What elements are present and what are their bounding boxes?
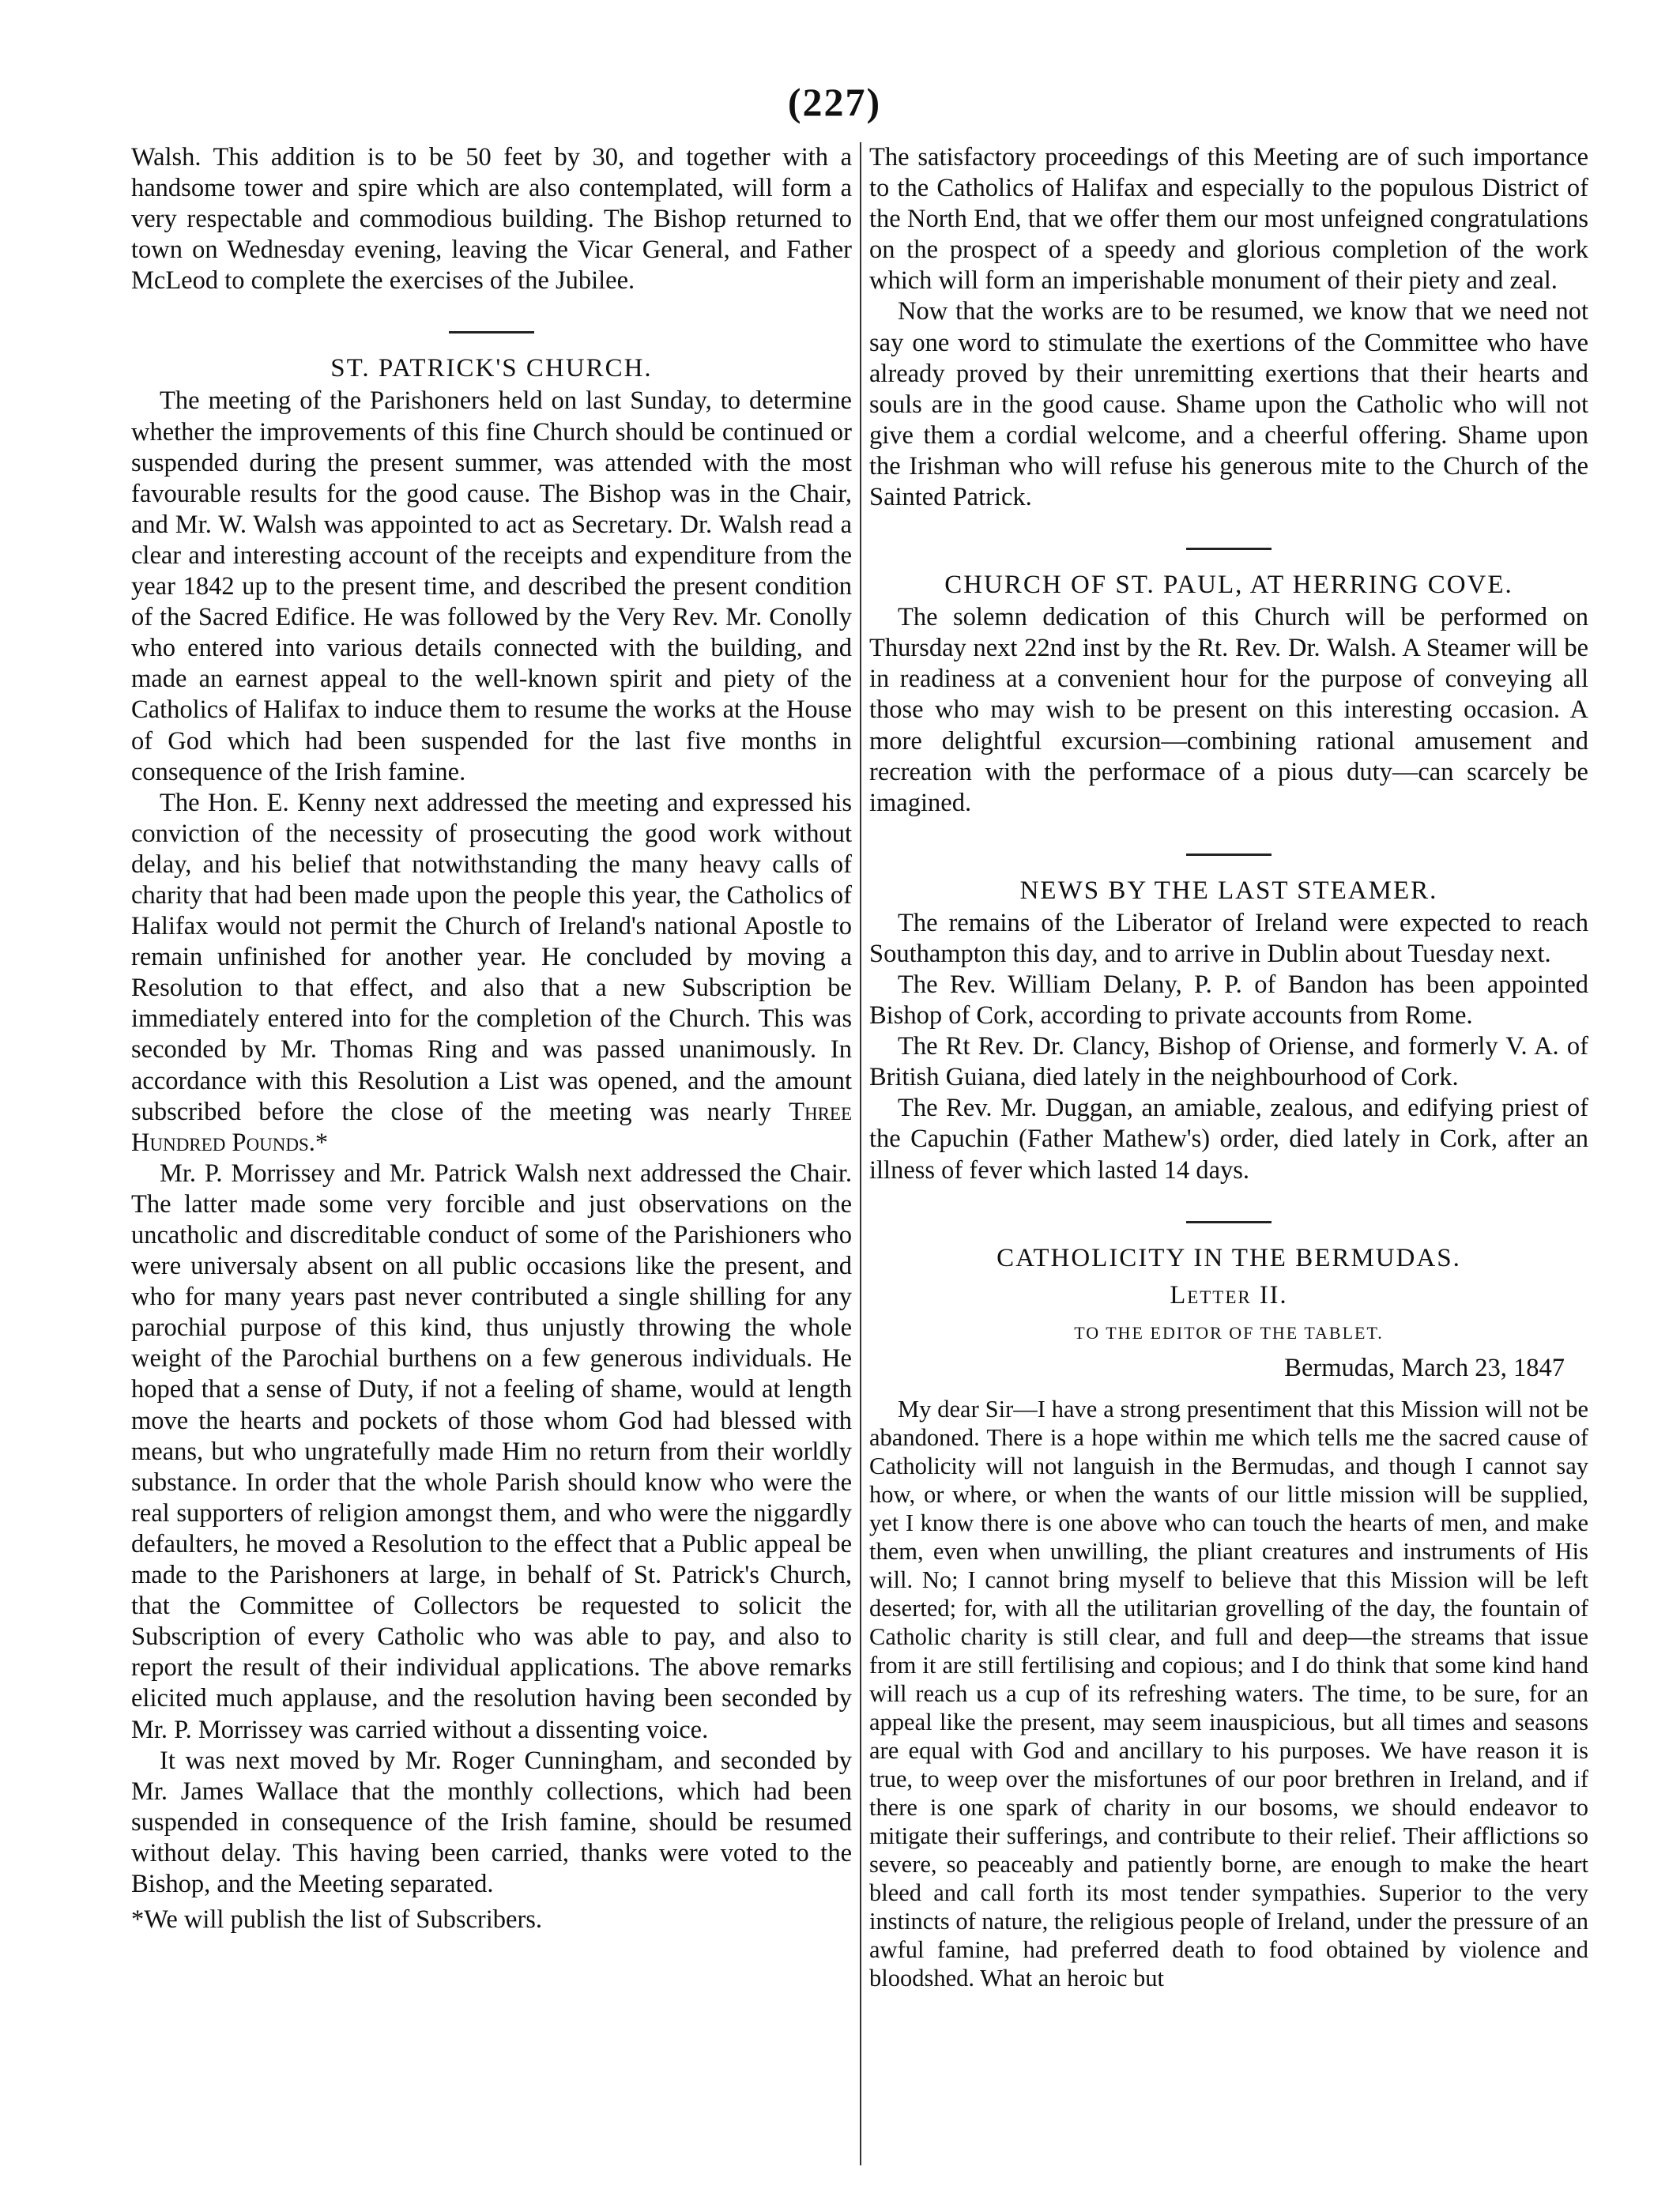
letter-body: My dear Sir—I have a strong presentiment that this Mission will not be abandoned. There is a hope within me which tells me the sacred cause of Catholicity will not languish in the Bermudas, and though I cannot say how, or where, or when the wants of our little mission will be supplied, yet I know there is one above who can touch the hearts of men, and make them, even when unwilling, the pliant creatures and instruments of His will. No; I cannot bring myself to believe that this Mission will be left deserted; for, with all the utilitarian grovelling of the day, the fountain of Catholic charity is still clear, and full and deep—the streams that issue from it are still fertilising and copious; and I do think that some kind hand will reach us a cup of its refreshing waters. The time, to be sure, for an appeal like the present, may seem inauspicious, but all times and seasons are equal with God and ancillary to his purposes. We have reason it is true, to weep over the misfortunes of our poor brethren in Ireland, and if there is one spark of charity in our bosoms, we should endeavor to mitigate their sufferings, and contribute to their relief. Their afflictions so severe, so peaceably and patiently borne, are enough to make the heart bleed and call forth its most tender sympathies. Superior to the very instincts of nature, the religious people of Ireland, under the pressure of an awful famine, had preferred death to food obtained by violence and bloodshed. What an heroic but bbox=[869, 1395, 1588, 1992]
news-item: The remains of the Liberator of Ireland were expected to reach Southampton this day, and to arrive in Dublin about Tuesday next. bbox=[869, 908, 1588, 968]
article-paragraph: Mr. P. Morrissey and Mr. Patrick Walsh next addressed the Chair. The latter made some very forcible and just observations on the uncatholic and discreditable conduct of some of the Parishioners who were universaly absent on all public occasions like the present, and who for many years past never contributed a single shilling for any parochial purpose of this kind, thus unjustly throwing the whole weight of the Parochial burthens on a few generous individuals. He hoped that a sense of Duty, if not a feeling of shame, would at length move the hearts and pockets of those whom God had blessed with means, but who ungratefully made Him no return from their worldly substance. In order that the whole Parish should know who were the real supporters of religion amongst them, and who were the niggardly defaulters, he moved a Resolution to the effect that a Public appeal be made to the Parishoners at large, in behalf of St. Patrick's Church, that the Committee of Collectors be requested to solicit the Subscription of every Catholic who was able to pay, and also to report the result of their individual applications. The above remarks elicited much applause, and the resolution having been seconded by Mr. P. Morrissey was carried without a dissenting voice. bbox=[131, 1159, 852, 1744]
article-paragraph: Now that the works are to be resumed, we know that we need not say one word to stimulate the exertions of the Committee who have already proved by their unremitting exertions that their hearts and souls are in the good cause. Shame upon the Catholic who will not give them a cordial welcome, and a cheerful offering. Shame upon the Irishman who will refuse his generous mite to the Church of the Sainted Patrick. bbox=[869, 297, 1588, 512]
article-paragraph: It was next moved by Mr. Roger Cunningham, and seconded by Mr. James Wallace that the monthly collections, which had been suspended in consequence of the Irish famine, should be resumed without delay. This having been carried, thanks were voted to the Bishop, and the Meeting separated. bbox=[131, 1746, 852, 1898]
article-heading: CHURCH OF ST. PAUL, AT HERRING COVE. bbox=[944, 571, 1513, 600]
article-paragraph: The satisfactory proceedings of this Meeting are of such importance to the Catholics of Halifax and especially to the populous District of the North End, that we offer them our most unfeigned congratulations on the prospect of a speedy and glorious completion of the work which will form an imperishable monument of their piety and zeal. bbox=[869, 143, 1588, 296]
article-paragraph bbox=[131, 788, 852, 1159]
amount-smallcaps: Three Hundred Pounds.* bbox=[131, 1097, 853, 1157]
letter-dateline: Bermudas, March 23, 1847 bbox=[1284, 1353, 1565, 1382]
left-column bbox=[131, 142, 852, 1935]
page-number: (227) bbox=[787, 80, 882, 124]
letter-number: Letter II. bbox=[1170, 1280, 1288, 1309]
right-column bbox=[869, 142, 1588, 1992]
paragraph-text: The Hon. E. Kenny next addressed the meeting and expressed his conviction of the necessity of prosecuting the good work without delay, and his belief that notwithstanding the many heavy calls of charity that had been made upon the people this year, the Catholics of Halifax would not permit the Church of Ireland's national Apostle to remain unfinished for another year. He concluded by moving a Resolution to that effect, and also that a new Subscription be immediately entered into for the completion of the Church. This was seconded by Mr. Thomas Ring and was passed unanimously. In accordance with this Resolution a List was opened, and the amount subscribed before the close of the meeting was nearly bbox=[131, 788, 852, 1126]
intro-paragraph: Walsh. This addition is to be 50 feet by 30, and together with a handsome tower and spire which are also contemplated, will form a very respectable and commodious building. The Bishop returned to town on Wednesday evening, leaving the Vicar General, and Father McLeod to complete the exercises of the Jubilee. bbox=[131, 143, 852, 296]
article-paragraph: The solemn dedication of this Church will be performed on Thursday next 22nd inst by the Rt. Rev. Dr. Walsh. A Steamer will be in readiness at a convenient hour for the purpose of conveying all those who may wish to be present on this interesting occasion. A more delightful excursion—combining rational amusement and recreation with the performace of a pious duty—can scarcely be imagined. bbox=[869, 603, 1588, 817]
news-item: The Rt Rev. Dr. Clancy, Bishop of Oriense, and formerly V. A. of British Guiana, died lately in the neighbourhood of Cork. bbox=[869, 1032, 1588, 1092]
news-item: The Rev. William Delany, P. P. of Bandon has been appointed Bishop of Cork, according to private accounts from Rome. bbox=[869, 970, 1588, 1031]
news-item: The Rev. Mr. Duggan, an amiable, zealous, and edifying priest of the Capuchin (Father Mathew's) order, died lately in Cork, after an illness of fever which lasted 14 days. bbox=[869, 1094, 1588, 1185]
article-heading: ST. PATRICK'S CHURCH. bbox=[330, 354, 653, 383]
section-divider bbox=[1186, 548, 1272, 550]
footnote: *We will publish the list of Subscribers. bbox=[131, 1905, 543, 1935]
article-paragraph: The meeting of the Parishoners held on last Sunday, to determine whether the improvements of this fine Church should be continued or suspended during the present summer, was attended with the most favourable results for the good cause. The Bishop was in the Chair, and Mr. W. Walsh was appointed to act as Secretary. Dr. Walsh read a clear and interesting account of the receipts and expenditure from the year 1842 up to the present time, and described the present condition of the Sacred Edifice. He was followed by the Very Rev. Mr. Conolly who entered into various details connected with the building, and made an earnest appeal to the well-known spirit and piety of the Catholics of Halifax to induce them to resume the works at the House of God which had been suspended for the last five months in consequence of the Irish famine. bbox=[131, 386, 852, 786]
column-divider bbox=[860, 142, 861, 2165]
section-divider bbox=[1186, 1221, 1272, 1223]
article-heading: CATHOLICITY IN THE BERMUDAS. bbox=[997, 1243, 1461, 1272]
section-divider bbox=[1186, 854, 1272, 856]
letter-addressee: TO THE EDITOR OF THE TABLET. bbox=[1074, 1322, 1384, 1343]
article-heading: NEWS BY THE LAST STEAMER. bbox=[1019, 876, 1438, 905]
section-divider bbox=[449, 331, 534, 333]
